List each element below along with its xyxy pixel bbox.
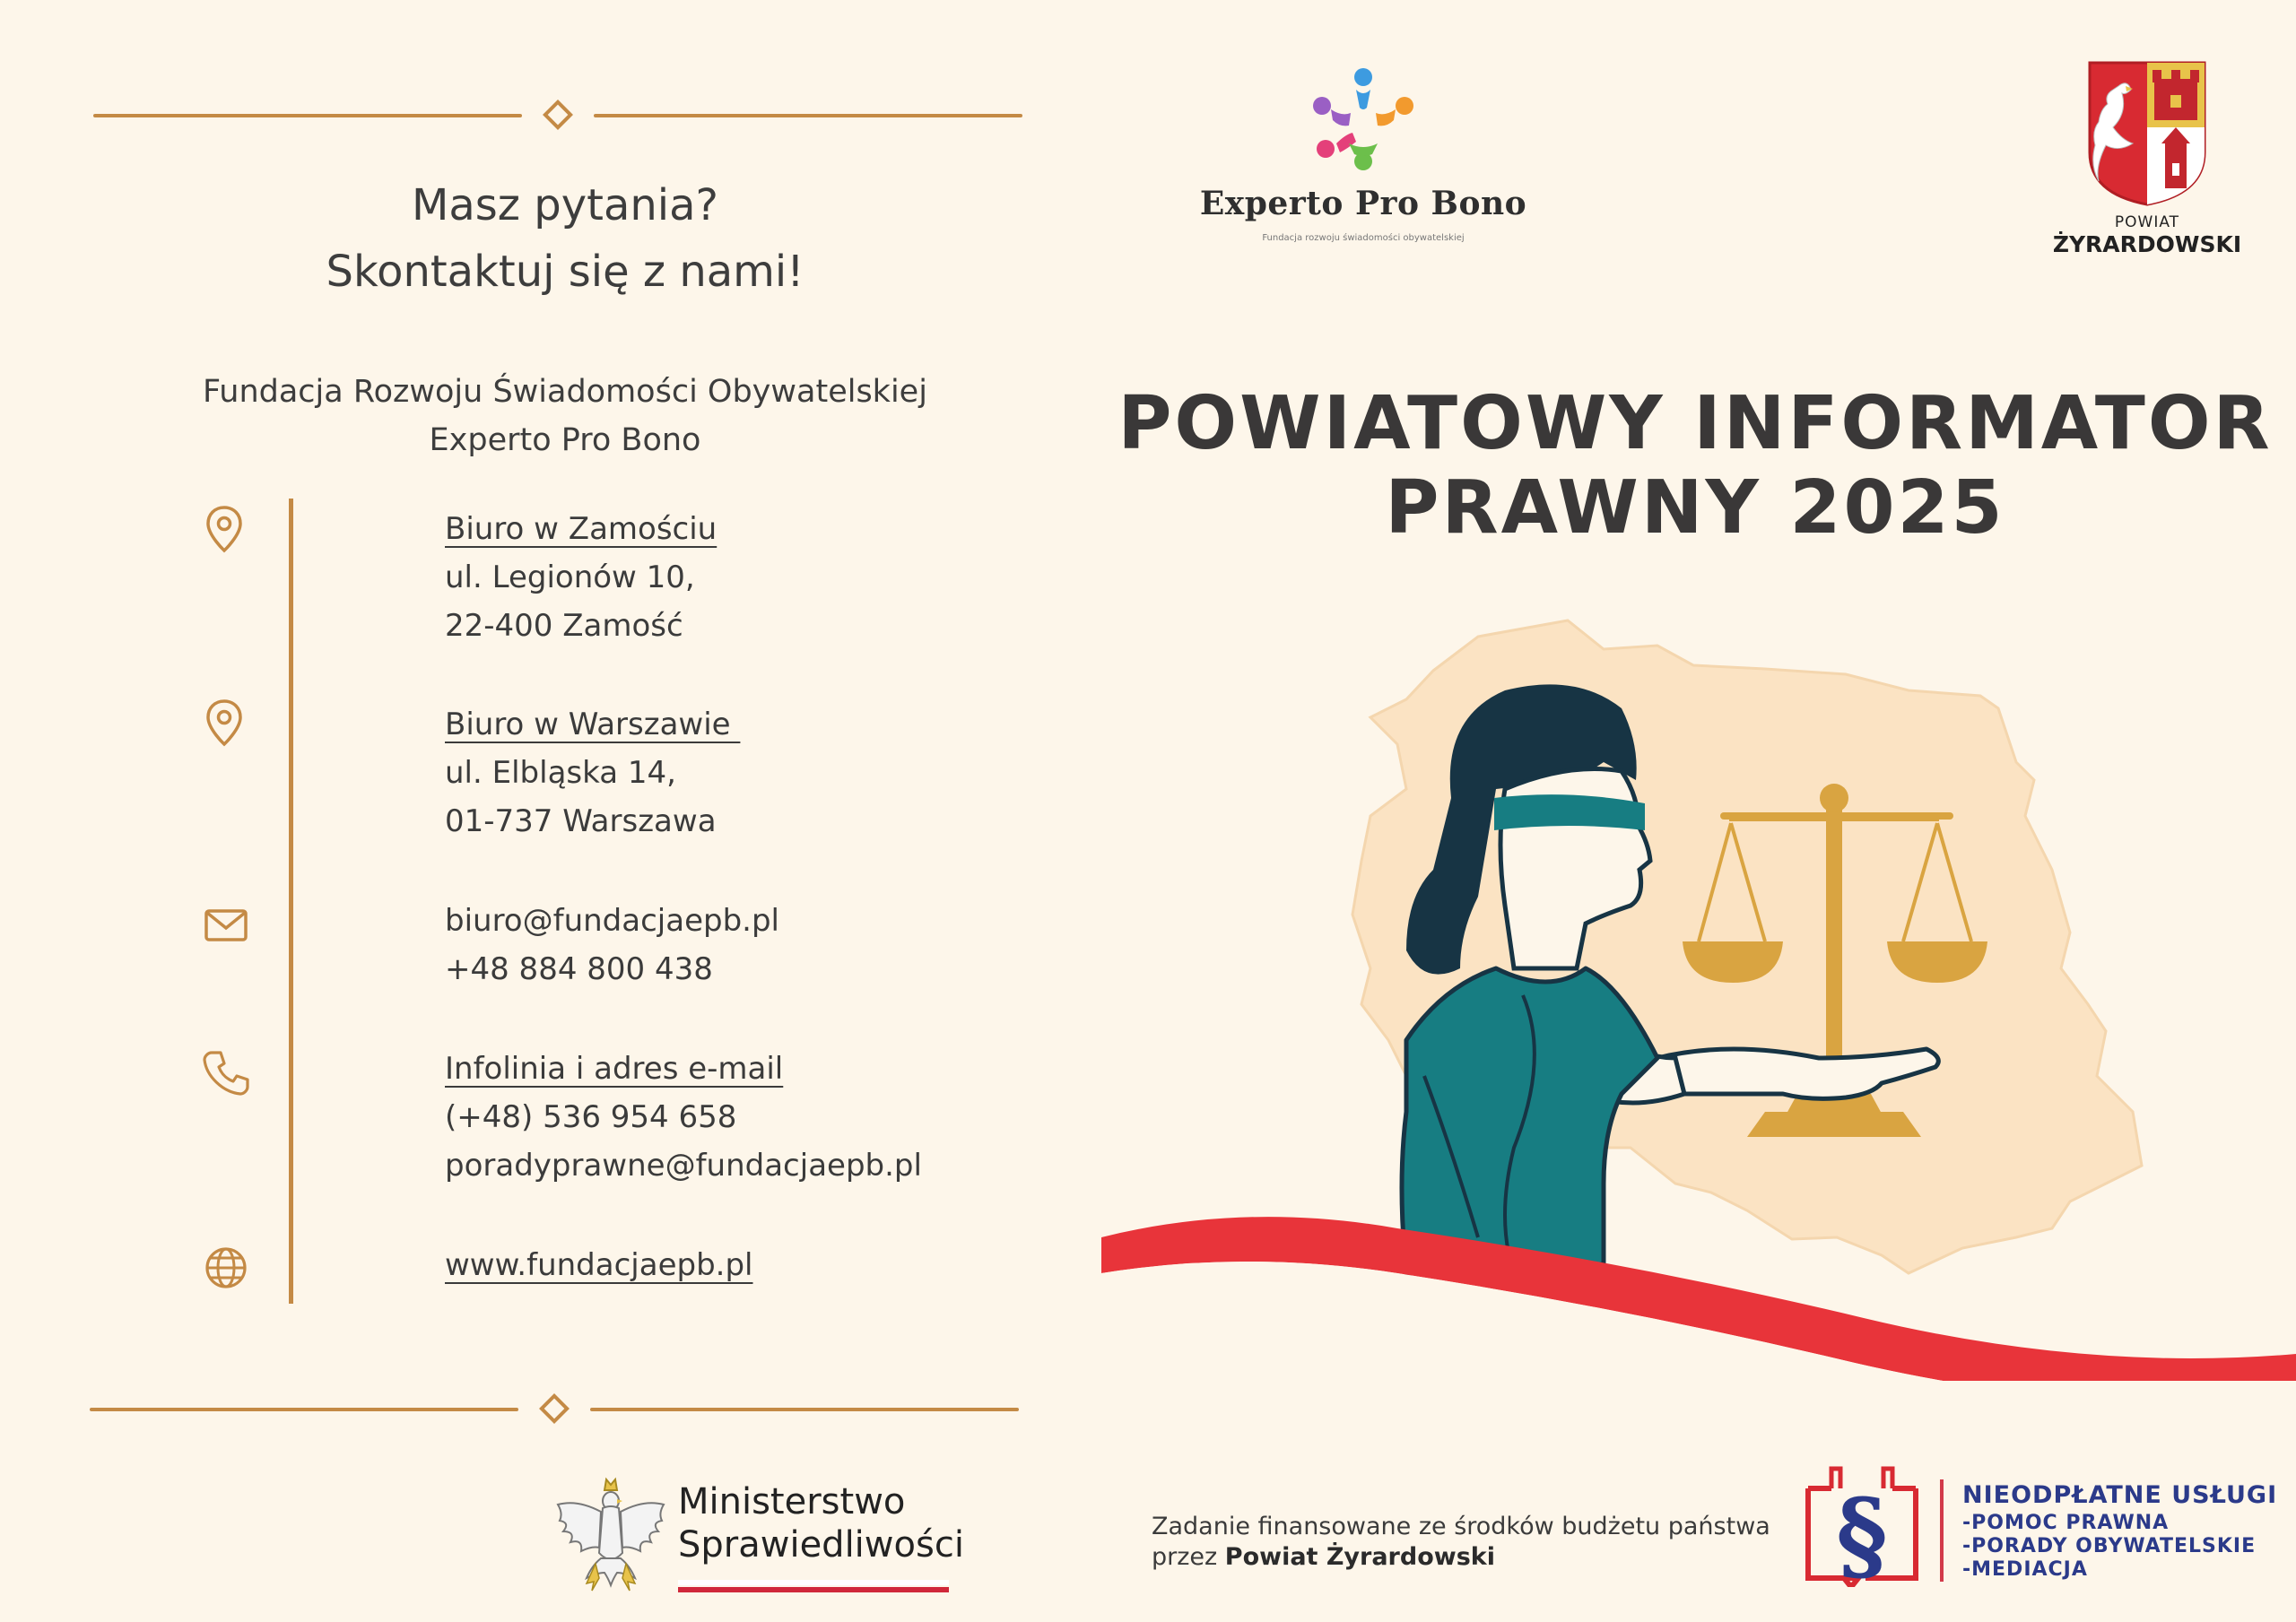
location-pin-icon xyxy=(199,504,249,554)
service-civic-advice: -PORADY OBYWATELSKIE xyxy=(1962,1535,2257,1557)
contact-question xyxy=(81,172,1049,305)
free-legal-aid-logo-icon xyxy=(1805,1462,1919,1587)
warszawa-street: ul. Elbląska 14, xyxy=(445,755,676,791)
services-title: NIEODPŁATNE USŁUGI xyxy=(1962,1481,2278,1509)
funding-prefix: przez xyxy=(1152,1543,1225,1571)
funding-line-2 xyxy=(1152,1542,1770,1573)
blindfold xyxy=(1494,794,1645,830)
contact-vertical-divider xyxy=(289,499,293,1304)
question-line-2: Skontaktuj się z nami! xyxy=(326,247,804,297)
ministry-name-line-2: Sprawiedliwości xyxy=(678,1524,964,1566)
county-label-small: POWIAT xyxy=(2114,213,2180,231)
experto-logo-tagline: Fundacja rozwoju świadomości obywatelskiej xyxy=(1262,233,1465,243)
warszawa-city: 01-737 Warszawa xyxy=(445,803,717,839)
service-legal-aid: -POMOC PRAWNA xyxy=(1962,1512,2170,1534)
zamosc-office-heading: Biuro w Zamościu xyxy=(445,511,718,547)
cover-title-line-1: POWIATOWY INFORMATOR xyxy=(1118,381,2273,466)
lady-justice-illustration xyxy=(1101,610,2296,1381)
zamosc-city: 22-400 Zamość xyxy=(445,608,683,644)
hotline-email-link[interactable]: poradyprawne@fundacjaepb.pl xyxy=(445,1148,922,1184)
globe-icon xyxy=(201,1243,251,1293)
org-line-2: Experto Pro Bono xyxy=(429,422,701,458)
office-phone[interactable]: +48 884 800 438 xyxy=(445,951,713,987)
envelope-icon xyxy=(201,900,251,950)
hotline-heading: Infolinia i adres e-mail xyxy=(445,1051,784,1087)
hotline-phone[interactable]: (+48) 536 954 658 xyxy=(445,1099,737,1135)
experto-logo-name: Experto Pro Bono xyxy=(1199,185,1527,222)
website-link[interactable]: www.fundacjaepb.pl xyxy=(445,1247,753,1283)
zamosc-street: ul. Legionów 10, xyxy=(445,559,695,595)
funding-statement xyxy=(1152,1512,1770,1573)
org-line-1: Fundacja Rozwoju Świadomości Obywatelskiej xyxy=(203,374,927,410)
ministry-name-line-1: Ministerstwo xyxy=(678,1481,906,1522)
funding-line-1: Zadanie finansowane ze środków budżetu państwa xyxy=(1152,1513,1770,1540)
organization-name xyxy=(81,368,1049,464)
question-line-1: Masz pytania? xyxy=(411,180,719,230)
location-pin-icon xyxy=(199,698,249,748)
funding-county: Powiat Żyrardowski xyxy=(1224,1543,1495,1571)
service-mediation: -MEDIACJA xyxy=(1962,1558,2088,1581)
svg-text:§: § xyxy=(1836,1477,1888,1587)
office-email-link[interactable]: biuro@fundacjaepb.pl xyxy=(445,903,779,939)
bottom-ornament-divider xyxy=(90,1400,1019,1418)
county-label-big: ŻYRARDOWSKI xyxy=(2052,231,2242,257)
warszawa-office-heading: Biuro w Warszawie xyxy=(445,707,741,742)
experto-pro-bono-logo-mark xyxy=(1193,63,1534,251)
county-coat-of-arms xyxy=(2086,59,2208,208)
cover-title-line-2: PRAWNY 2025 xyxy=(1385,465,2005,551)
ministry-flag-red xyxy=(678,1587,949,1592)
services-divider xyxy=(1940,1479,1944,1582)
polish-eagle-emblem xyxy=(551,1472,671,1598)
ministry-flag-white xyxy=(678,1580,949,1585)
top-ornament-divider xyxy=(93,106,1022,124)
phone-icon xyxy=(201,1047,251,1097)
